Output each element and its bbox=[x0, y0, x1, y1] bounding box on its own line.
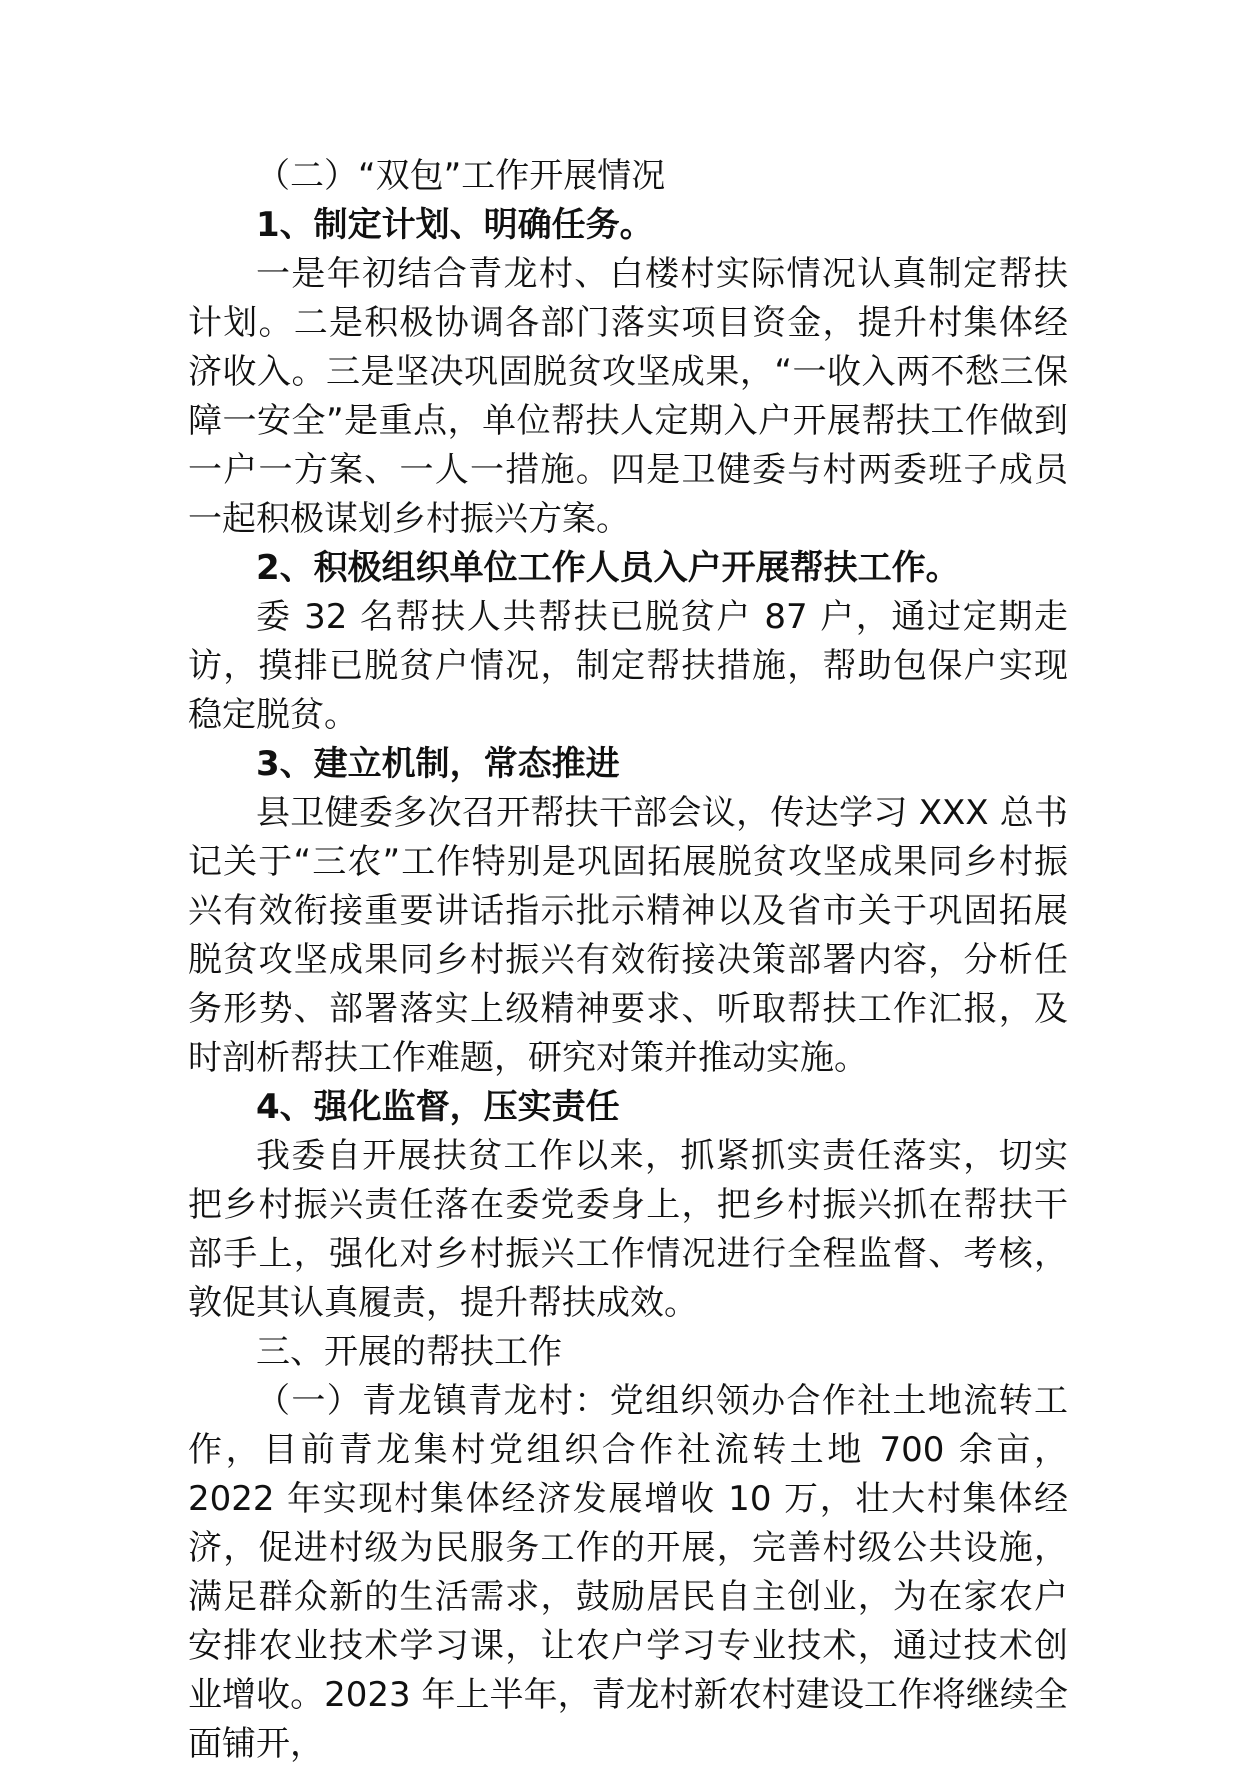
document-body bbox=[188, 152, 1068, 1769]
subheading-household-visits: 2、积极组织单位工作人员入户开展帮扶工作。 bbox=[256, 548, 960, 588]
subheading-plan: 1、制定计划、明确任务。 bbox=[256, 205, 654, 245]
section-heading-shuangbao: （二）“双包”工作开展情况 bbox=[256, 156, 666, 196]
paragraph-supervision: 我委自开展扶贫工作以来，抓紧抓实责任落实，切实把乡村振兴责任落在委党委身上，把乡村振兴抓在帮扶干部手上，强化对乡村振兴工作情况进行全程监督、考核，敦促其认真履责，提升帮扶成效。 bbox=[188, 1136, 1068, 1323]
section-heading-assistance-work: 三、开展的帮扶工作 bbox=[256, 1332, 562, 1372]
subheading-mechanism: 3、建立机制，常态推进 bbox=[256, 744, 620, 784]
paragraph-household-visits: 委 32 名帮扶人共帮扶已脱贫户 87 户，通过定期走访，摸排已脱贫户情况，制定帮扶措施，帮助包保户实现稳定脱贫。 bbox=[188, 597, 1068, 735]
paragraph-plan: 一是年初结合青龙村、白楼村实际情况认真制定帮扶计划。二是积极协调各部门落实项目资金，提升村集体经济收入。三是坚决巩固脱贫攻坚成果，“一收入两不愁三保障一安全”是重点，单位帮扶人定期入户开展帮扶工作做到一户一方案、一人一措施。四是卫健委与村两委班子成员一起积极谋划乡村振兴方案。 bbox=[188, 254, 1068, 539]
paragraph-mechanism: 县卫健委多次召开帮扶干部会议，传达学习 XXX 总书记关于“三农”工作特别是巩固拓展脱贫攻坚成果同乡村振兴有效衔接重要讲话指示批示精神以及省市关于巩固拓展脱贫攻坚成果同乡村振兴有效衔接决策部署内容，分析任务形势、部署落实上级精神要求、听取帮扶工作汇报，及时剖析帮扶工作难题，研究对策并推动实施。 bbox=[188, 793, 1068, 1078]
paragraph-qinglong-village: （一）青龙镇青龙村：党组织领办合作社土地流转工作，目前青龙集村党组织合作社流转土地 700 余亩，2022 年实现村集体经济发展增收 10 万，壮大村集体经济，促进村级为民服务工作的开展，完善村级公共设施，满足群众新的生活需求，鼓励居民自主创业，为在家农户安排农业技术学习课，让农户学习专业技术，通过技术创业增收。2023 年上半年，青龙村新农村建设工作将继续全面铺开， bbox=[188, 1381, 1068, 1764]
subheading-supervision: 4、强化监督，压实责任 bbox=[256, 1087, 620, 1127]
